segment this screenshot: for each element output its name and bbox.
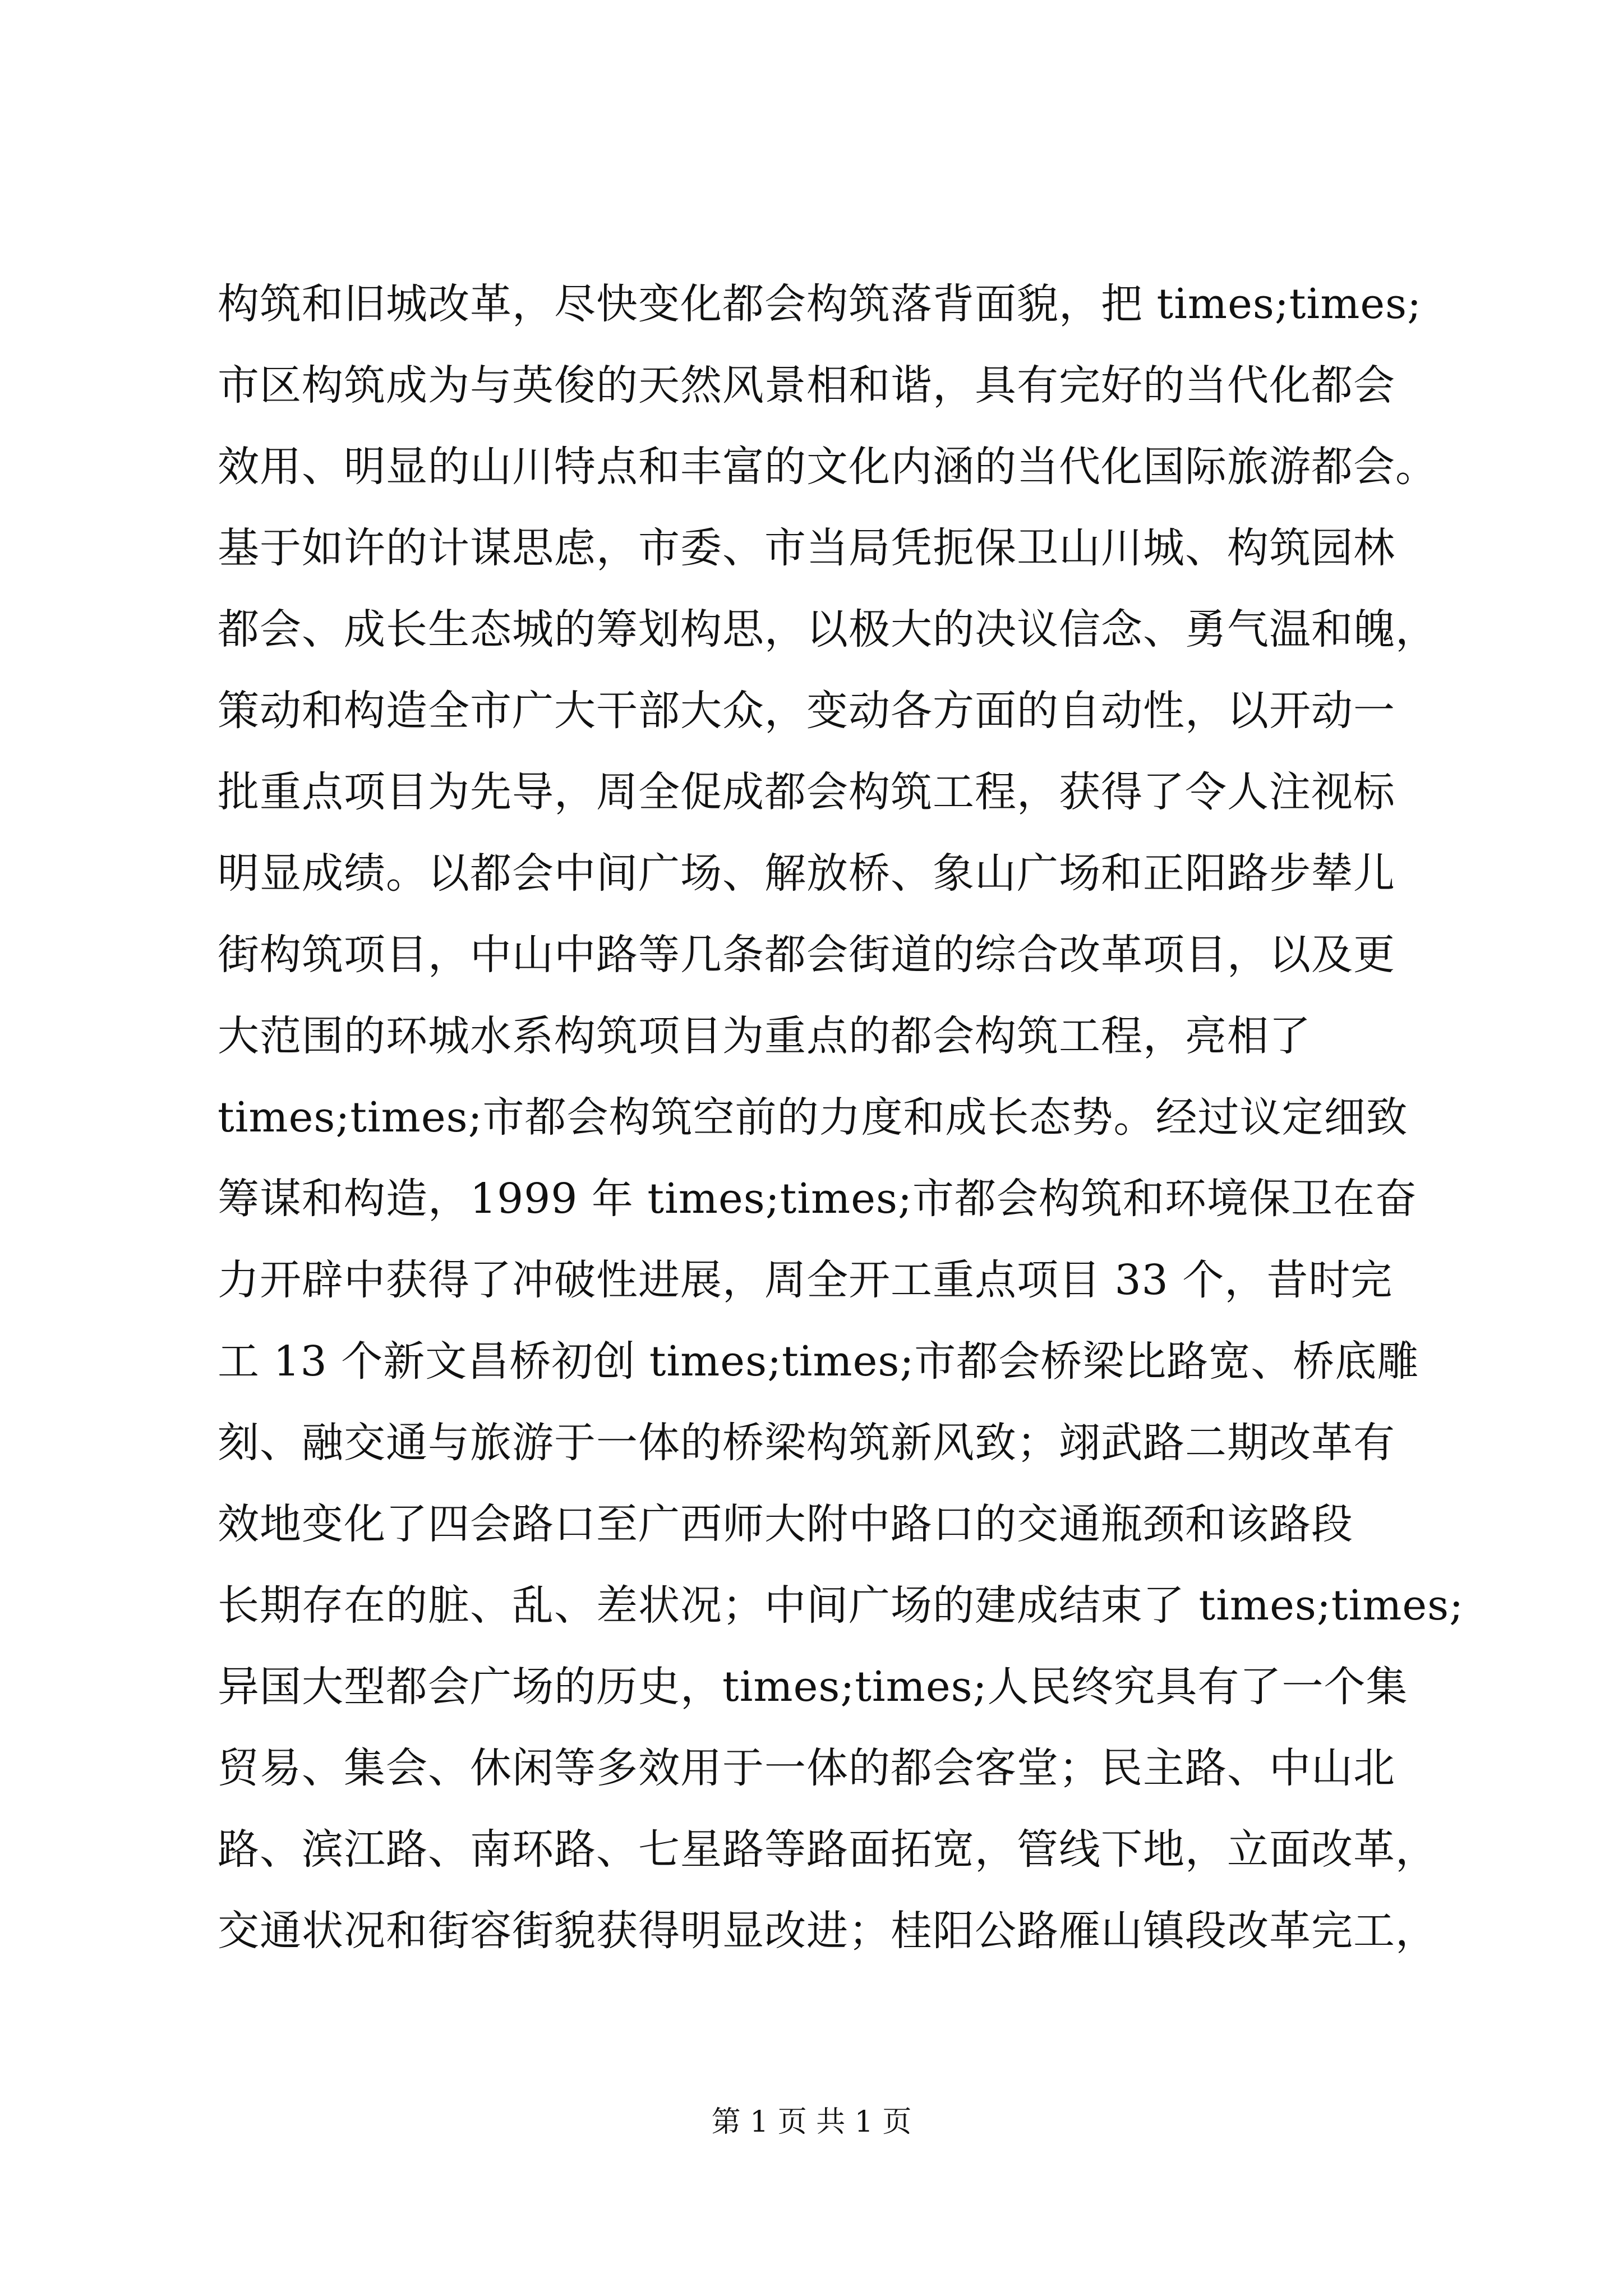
text-line: 交通状况和街容街貌获得明显改进；桂阳公路雁山镇段改革完工，: [218, 1907, 1437, 1955]
text-line: 贸易、集会、休闲等多效用于一体的都会客堂；民主路、中山北: [218, 1744, 1395, 1792]
text-line: 构筑和旧城改革，尽快变化都会构筑落背面貌，把 times;times;: [218, 280, 1422, 328]
text-line: 批重点项目为先导，周全促成都会构筑工程，获得了令人注视标: [218, 768, 1395, 816]
text-line: 街构筑项目，中山中路等几条都会街道的综合改革项目，以及更: [218, 931, 1395, 979]
text-line: 筹谋和构造，1999 年 times;times;市都会构筑和环境保卫在奋: [218, 1175, 1417, 1223]
text-line: 都会、成长生态城的筹划构思，以极大的决议信念、勇气温和魄，: [218, 605, 1437, 654]
text-line: 异国大型都会广场的历史，times;times;人民终究具有了一个集: [218, 1663, 1408, 1711]
text-line: 刻、融交通与旅游于一体的桥梁构筑新风致；翊武路二期改革有: [218, 1419, 1395, 1467]
text-line: 大范围的环城水系构筑项目为重点的都会构筑工程，亮相了: [218, 1012, 1311, 1060]
page-number-label: 第 1 页 共 1 页: [711, 2105, 912, 2139]
body-text: [218, 264, 1474, 1972]
text-line: times;times;市都会构筑空前的力度和成长态势。经过议定细致: [218, 1093, 1408, 1142]
text-line: 长期存在的脏、乱、差状况；中间广场的建成结束了 times;times;: [218, 1581, 1464, 1630]
page-footer: [0, 2102, 1623, 2142]
text-line: 效用、明显的山川特点和丰富的文化内涵的当代化国际旅游都会。: [218, 443, 1437, 491]
text-line: 工 13 个新文昌桥初创 times;times;市都会桥梁比路宽、桥底雕: [218, 1337, 1419, 1386]
text-line: 路、滨江路、南环路、七星路等路面拓宽，管线下地，立面改革，: [218, 1825, 1437, 1874]
text-line: 效地变化了四会路口至广西师大附中路口的交通瓶颈和该路段: [218, 1500, 1353, 1548]
text-line: 策动和构造全市广大干部大众，变动各方面的自动性，以开动一: [218, 687, 1395, 735]
text-line: 市区构筑成为与英俊的天然风景相和谐，具有完好的当代化都会: [218, 361, 1395, 409]
text-line: 明显成绩。以都会中间广场、解放桥、象山广场和正阳路步辇儿: [218, 849, 1395, 898]
text-line: 基于如许的计谋思虑，市委、市当局凭扼保卫山川城、构筑园林: [218, 524, 1395, 572]
text-line: 力开辟中获得了冲破性进展，周全开工重点项目 33 个，昔时完: [218, 1256, 1393, 1304]
